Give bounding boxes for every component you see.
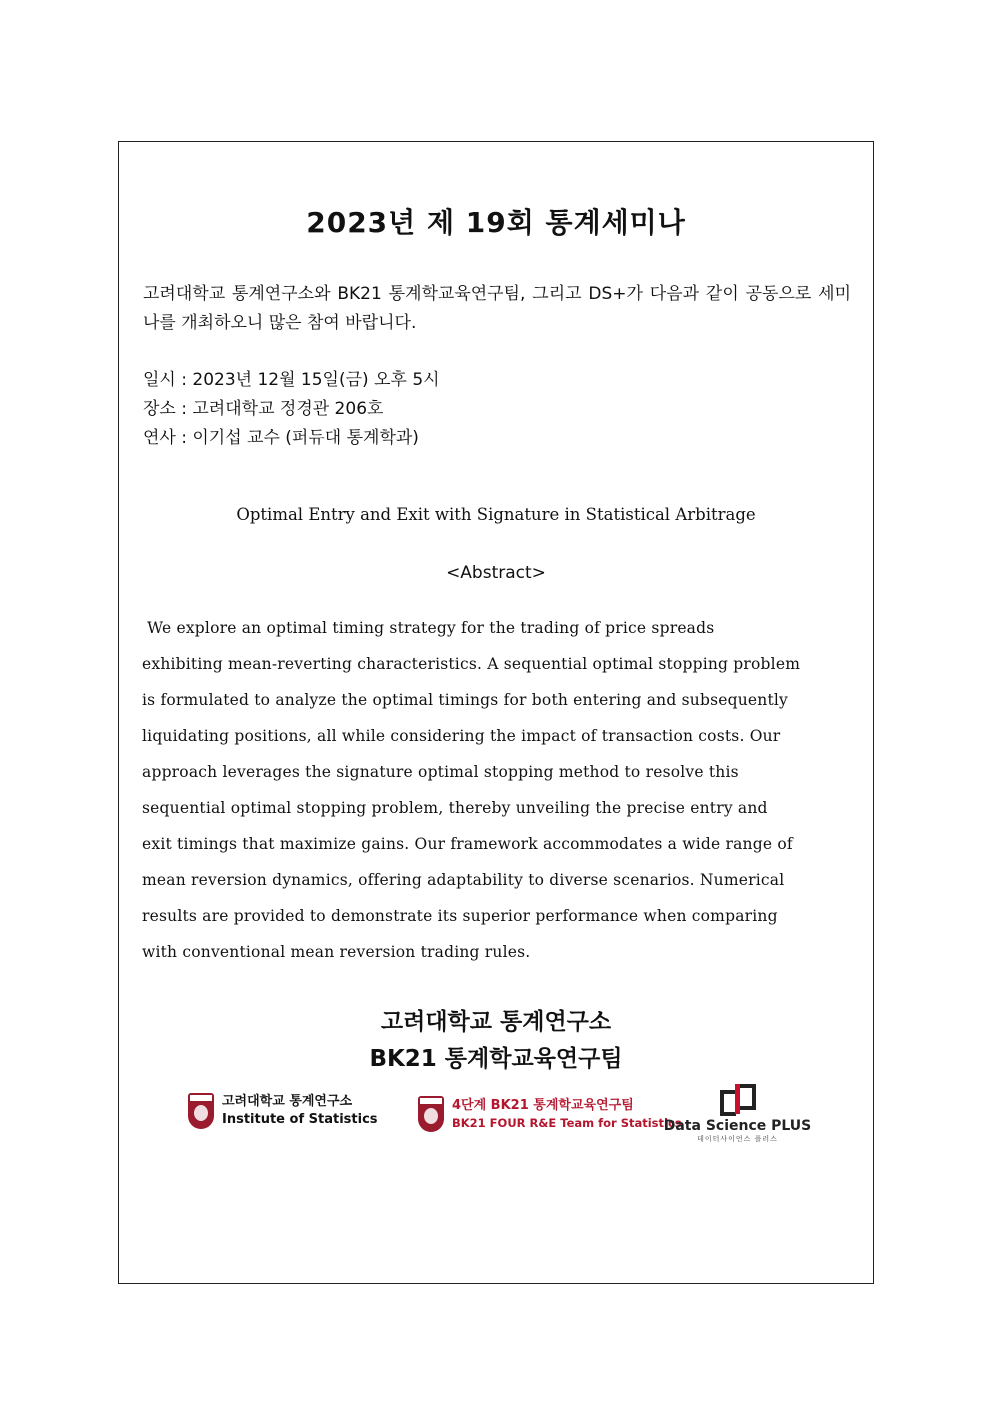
dsplus-subtitle: 데이터사이언스 플러스 <box>697 1135 778 1143</box>
dsplus-logo <box>660 1084 815 1144</box>
korea-univ-shield-icon <box>418 1096 444 1132</box>
intro-paragraph: 고려대학교 통계연구소와 BK21 통계학교육연구팀, 그리고 DS+가 다음과 같이 공동으로 세미나를 개최하오니 많은 참여 바랍니다. <box>143 284 851 333</box>
institute-logo-text <box>222 1093 378 1129</box>
page-title: 2023년 제 19회 통계세미나 <box>306 206 686 239</box>
abstract-line: is formulated to analyze the optimal timings for both entering and subsequently <box>142 691 788 709</box>
institute-logo <box>188 1093 378 1129</box>
abstract-line: sequential optimal stopping problem, thereby unveiling the precise entry and <box>142 799 768 817</box>
abstract-body <box>142 614 854 974</box>
abstract-heading: <Abstract> <box>446 563 546 583</box>
bk21-logo <box>418 1096 682 1132</box>
organizer-line-2: BK21 통계학교육연구팀 <box>369 1046 623 1072</box>
event-info <box>143 366 440 453</box>
event-datetime: 일시 : 2023년 12월 15일(금) 오후 5시 <box>143 370 440 390</box>
abstract-line: approach leverages the signature optimal stopping method to resolve this <box>142 763 739 781</box>
institute-name-en: Institute of Statistics <box>222 1112 378 1127</box>
abstract-line: mean reversion dynamics, offering adaptability to diverse scenarios. Numerical <box>142 871 785 889</box>
institute-name-ko: 고려대학교 통계연구소 <box>222 1094 353 1109</box>
bk21-name-en: BK21 FOUR R&E Team for Statistics <box>452 1116 682 1130</box>
abstract-line: with conventional mean reversion trading rules. <box>142 943 531 961</box>
bk21-name-ko: 4단계 BK21 통계학교육연구팀 <box>452 1098 634 1113</box>
event-speaker: 연사 : 이기섭 교수 (퍼듀대 통계학과) <box>143 428 419 448</box>
korea-univ-shield-icon <box>188 1093 214 1129</box>
dsplus-name: Data Science PLUS <box>663 1118 812 1134</box>
abstract-line: liquidating positions, all while considering the impact of transaction costs. Our <box>142 727 781 745</box>
talk-title: Optimal Entry and Exit with Signature in Statistical Arbitrage <box>236 505 756 524</box>
abstract-line: exhibiting mean-reverting characteristics. A sequential optimal stopping problem <box>142 655 801 673</box>
abstract-line: We explore an optimal timing strategy for the trading of price spreads <box>142 619 715 637</box>
organizer-line-1: 고려대학교 통계연구소 <box>380 1009 612 1035</box>
bk21-logo-text <box>452 1097 682 1131</box>
dsplus-mark-icon <box>718 1084 758 1114</box>
abstract-line: exit timings that maximize gains. Our framework accommodates a wide range of <box>142 835 793 853</box>
event-place: 장소 : 고려대학교 정경관 206호 <box>143 399 384 419</box>
abstract-line: results are provided to demonstrate its superior performance when comparing <box>142 907 778 925</box>
